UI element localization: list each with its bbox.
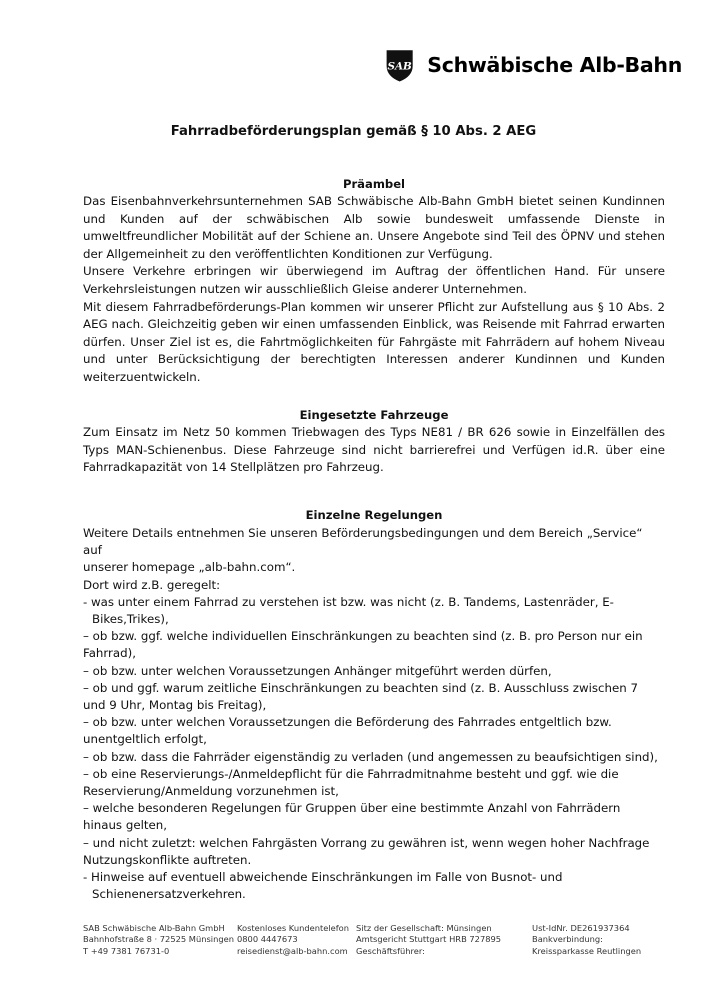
rules-line: unentgeltlich erfolgt,: [83, 732, 207, 747]
footer-hotline-label: Kostenloses Kundentelefon: [237, 923, 350, 933]
vehicles-heading: Eingesetzte Fahrzeuge: [299, 408, 449, 422]
preamble-paragraph: Mit diesem Fahrradbeförderungs-Plan kommen wir unserer Pflicht zur Aufstellung aus § 10 Abs. 2 AEG nach. Gleichzeitig geben wir einen umfassenden Einblick, was Reisende mit Fahrrad erwarten dürfen. Unser Ziel ist es, die Fahrtmöglichkeiten für Fahrgäste mit Fahrrädern auf hohem Niveau und unter Berücksichtigung der berechtigten Interessen anderer Kundinnen und Kunden weiterzuentwickeln.: [83, 299, 665, 384]
rules-heading: Einzelne Regelungen: [305, 508, 443, 522]
rules-line: Nutzungskonflikte auftreten.: [83, 852, 252, 867]
svg-text:SAB: SAB: [387, 60, 412, 73]
rules-line: – welche besonderen Regelungen für Gruppen über eine bestimmte Anzahl von Fahrrädern: [83, 801, 621, 816]
rules-line: – und nicht zuletzt: welchen Fahrgästen Vorrang zu gewähren ist, wenn wegen hoher Nachfrage: [83, 835, 650, 850]
footer-registration-column: [356, 923, 501, 957]
vehicles-section: [83, 407, 665, 477]
company-logo: [384, 42, 682, 88]
rules-line: hinaus gelten,: [83, 818, 167, 833]
footer-company-name: SAB Schwäbische Alb-Bahn GmbH: [83, 923, 225, 933]
rules-line: unserer homepage „alb-bahn.com“.: [83, 560, 296, 575]
footer-court-register: Amtsgericht Stuttgart HRB 727895: [356, 934, 502, 945]
rules-line: – ob und ggf. warum zeitliche Einschränkungen zu beachten sind (z. B. Ausschluss zwischen 7: [83, 680, 638, 695]
preamble-heading: Präambel: [342, 177, 406, 191]
footer-seat: Sitz der Gesellschaft: Münsingen: [356, 923, 492, 933]
footer-company-column: [83, 923, 234, 957]
footer-contact-column: [237, 923, 349, 957]
rules-line: - was unter einem Fahrrad zu verstehen ist bzw. was nicht (z. B. Tandems, Lastenräder, E-: [83, 594, 614, 609]
brand-name: Schwäbische Alb-Bahn: [427, 53, 682, 77]
rules-line: – ob bzw. ggf. welche individuellen Einschränkungen zu beachten sind (z. B. pro Person nur ein: [83, 629, 643, 644]
footer-bank-column: [532, 923, 641, 957]
rules-line: – ob bzw. unter welchen Voraussetzungen die Beförderung des Fahrrades entgeltlich bzw.: [83, 715, 612, 730]
rules-line: – ob eine Reservierungs-/Anmeldepflicht für die Fahrradmitnahme besteht und ggf. wie die: [83, 766, 619, 781]
footer-address: Bahnhofstraße 8 · 72525 Münsingen: [83, 934, 235, 945]
vehicles-text: Zum Einsatz im Netz 50 kommen Triebwagen des Typs NE81 / BR 626 sowie in Einzelfällen des Typs MAN-Schienenbus. Diese Fahrzeuge sind nicht barrierefrei und Verfügen id.R. über eine Fahrradkapazität von 14 Stellplätzen pro Fahrzeug.: [83, 425, 665, 475]
footer-email-link[interactable]: reisedienst@alb-bahn.com: [237, 945, 348, 956]
rules-line: – ob bzw. unter welchen Voraussetzungen Anhänger mitgeführt werden dürfen,: [83, 663, 552, 678]
preamble-paragraph: Das Eisenbahnverkehrsunternehmen SAB Schwäbische Alb-Bahn GmbH bietet seinen Kundinnen und Kunden auf der schwäbischen Alb sowie bundesweit umfassende Dienste in umweltfreundlicher Mobilität auf der Schiene an. Unsere Angebote sind Teil des ÖPNV und stehen der Allgemeinheit zu den veröffentlichten Konditionen zur Verfügung.: [83, 194, 665, 261]
preamble-paragraph: Unsere Verkehre erbringen wir überwiegend im Auftrag der öffentlichen Hand. Für unsere Verkehrsleistungen nutzen wir ausschließlich Gleise anderer Unternehmen.: [83, 264, 665, 296]
footer-vat-id: Ust-IdNr. DE261937364: [532, 923, 630, 933]
footer-managing-director: Geschäftsführer:: [356, 945, 425, 956]
document-title: Fahrradbeförderungsplan gemäß § 10 Abs. 2 AEG: [170, 124, 537, 139]
rules-line: Dort wird z.B. geregelt:: [83, 577, 221, 592]
rules-line: – ob bzw. dass die Fahrräder eigenständig zu verladen (und angemessen zu beaufsichtigen sind),: [83, 749, 658, 764]
footer-bank-name: Kreissparkasse Reutlingen: [532, 945, 642, 956]
rules-line: - Hinweise auf eventuell abweichende Einschränkungen im Falle von Busnot- und: [83, 870, 563, 885]
rules-line: Reservierung/Anmeldung vorzunehmen ist,: [83, 784, 339, 799]
rules-line: und 9 Uhr, Montag bis Freitag),: [83, 698, 267, 713]
footer-hotline-number: 0800 4447673: [237, 934, 298, 945]
sab-shield-logo-icon: [384, 44, 415, 86]
preamble-section: [83, 176, 665, 387]
rules-line: Schienenersatzverkehren.: [92, 887, 246, 902]
rules-line: Fahrrad),: [83, 646, 136, 661]
footer-phone: T +49 7381 76731-0: [83, 945, 170, 956]
footer-bank-label: Bankverbindung:: [532, 934, 603, 945]
rules-line: Bikes,Trikes),: [92, 612, 169, 627]
rules-line: Weitere Details entnehmen Sie unseren Beförderungsbedingungen und dem Bereich „Service“ auf: [83, 526, 643, 558]
rules-section: [83, 507, 665, 903]
